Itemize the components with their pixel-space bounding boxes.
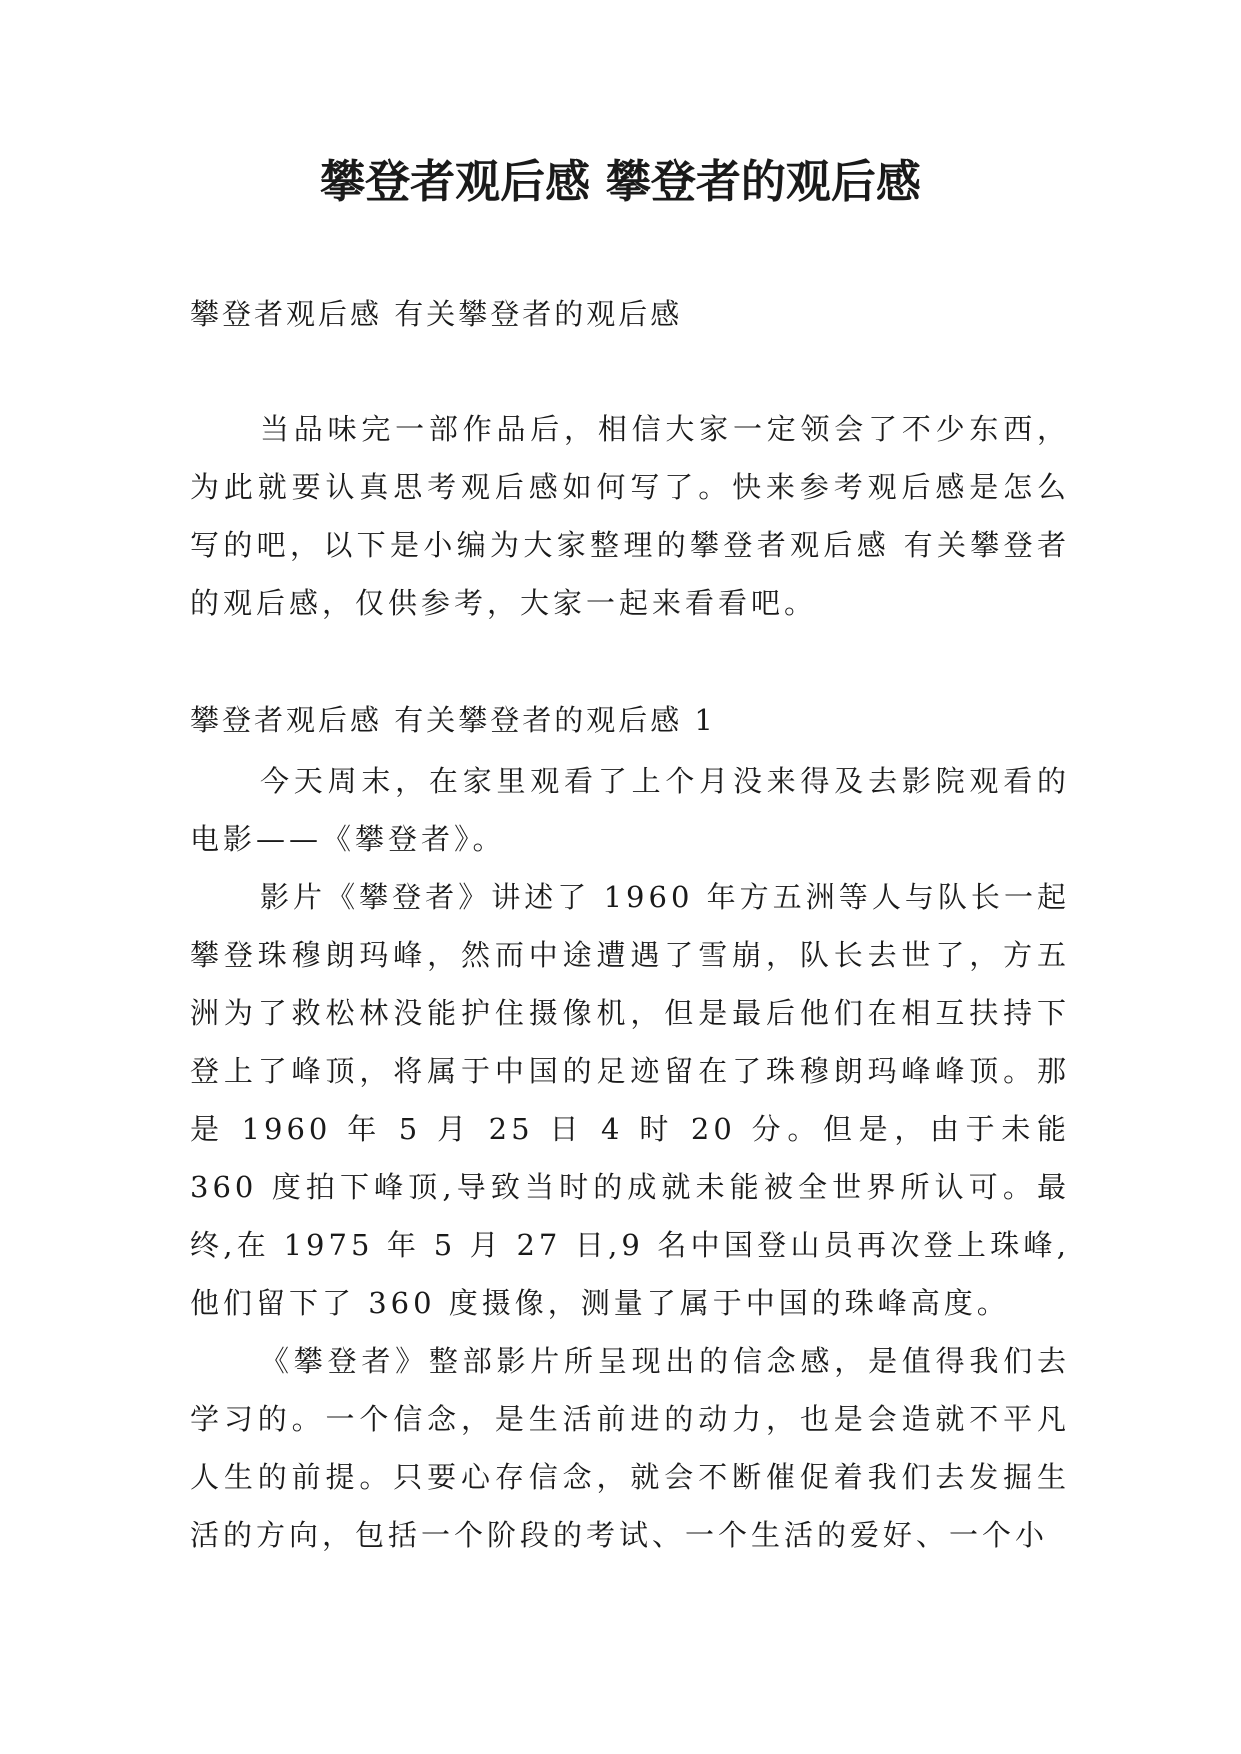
section-heading: 攀登者观后感 有关攀登者的观后感 1: [190, 703, 716, 737]
body-paragraph: 今天周末，在家里观看了上个月没来得及去影院观看的电影——《攀登者》。: [190, 764, 1070, 856]
document-subtitle: 攀登者观后感 有关攀登者的观后感: [190, 297, 683, 331]
intro-paragraph: 当品味完一部作品后，相信大家一定领会了不少东西，为此就要认真思考观后感如何写了。快来参考观后感是怎么写的吧，以下是小编为大家整理的攀登者观后感 有关攀登者的观后感，仅供参考，大家一起来看看吧。: [190, 412, 1070, 620]
body-paragraph: 影片《攀登者》讲述了 1960 年方五洲等人与队长一起攀登珠穆朗玛峰，然而中途遭遇了雪崩，队长去世了，方五洲为了救松林没能护住摄像机，但是最后他们在相互扶持下登上了峰顶，将属于中国的足迹留在了珠穆朗玛峰峰顶。那是 1960 年 5 月 25 日 4 时 20 分。但是，由于未能 360 度拍下峰顶,导致当时的成就未能被全世界所认可。最终,在 1975 年 5 月 27 日,9 名中国登山员再次登上珠峰,他们留下了 360 度摄像，测量了属于中国的珠峰高度。: [190, 880, 1070, 1320]
body-paragraph: 《攀登者》整部影片所呈现出的信念感，是值得我们去学习的。一个信念，是生活前进的动力，也是会造就不平凡人生的前提。只要心存信念，就会不断催促着我们去发掘生活的方向，包括一个阶段的考试、一个生活的爱好、一个小: [190, 1344, 1070, 1552]
intro-section: [190, 400, 1070, 632]
document-title: 攀登者观后感 攀登者的观后感: [320, 155, 921, 208]
body-section: [190, 752, 1070, 1564]
